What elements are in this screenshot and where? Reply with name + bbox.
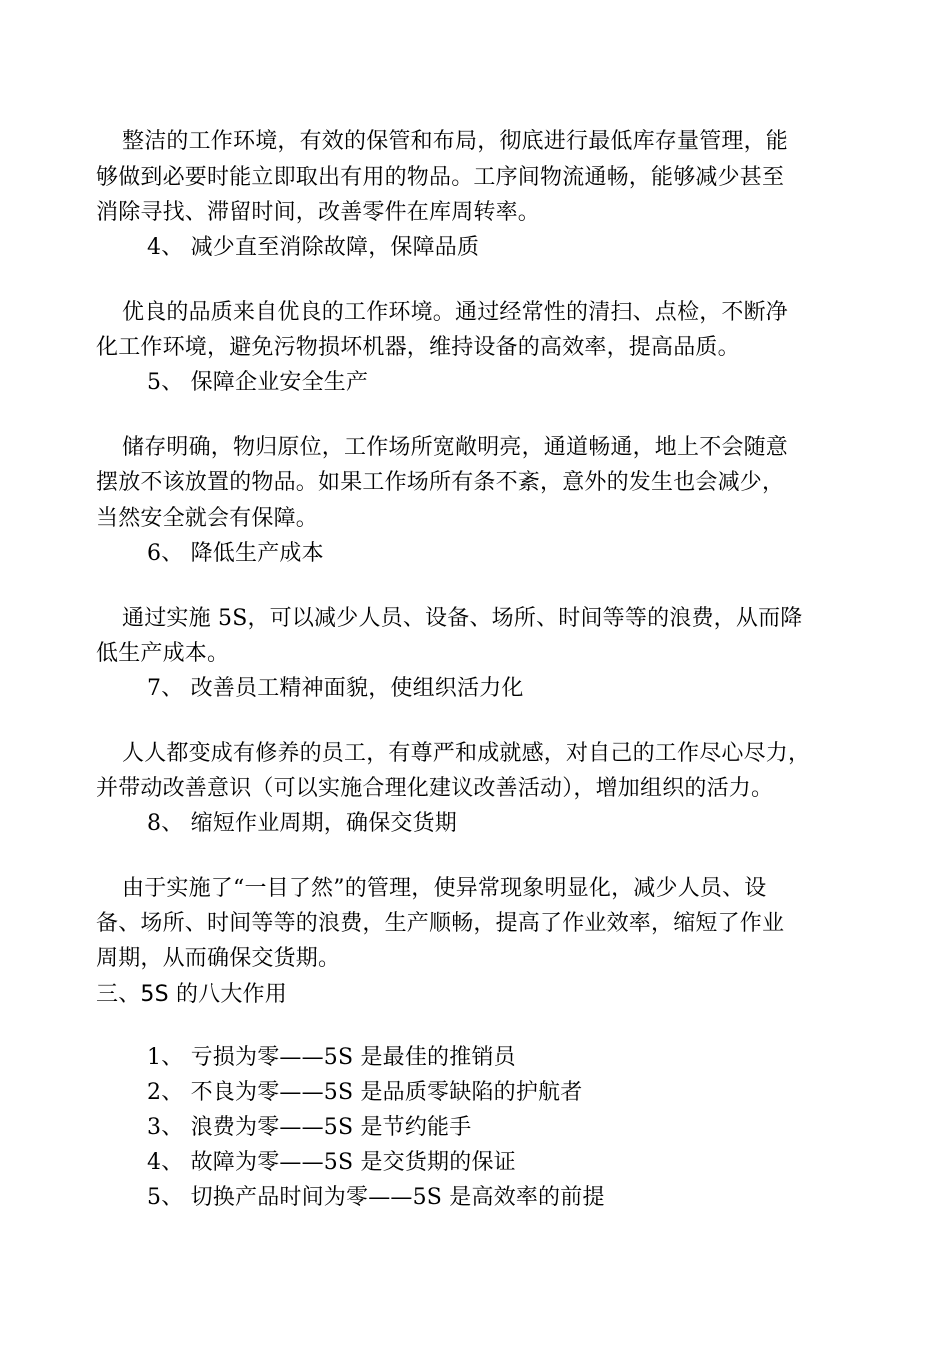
paragraph-line: 通过实施 5S，可以减少人员、设备、场所、时间等等的浪费，从而降 [122,606,803,631]
paragraph-line: 人人都变成有修养的员工，有尊严和成就感，对自己的工作尽心尽力， [122,741,811,766]
numbered-subheading: 5、 保障企业安全生产 [147,370,369,395]
paragraph-line: 优良的品质来自优良的工作环境。通过经常性的清扫、点检，不断净 [122,300,789,325]
paragraph-line: 消除寻找、滞留时间，改善零件在库周转率。 [96,200,541,225]
paragraph-line: 周期，从而确保交货期。 [96,946,341,971]
list-item: 1、 亏损为零——5S 是最佳的推销员 [147,1045,516,1070]
section-heading: 三、5S 的八大作用 [96,982,287,1007]
list-item: 5、 切换产品时间为零——5S 是高效率的前提 [147,1185,605,1210]
numbered-subheading: 7、 改善员工精神面貌，使组织活力化 [147,676,524,701]
paragraph-line: 当然安全就会有保障。 [96,506,319,531]
paragraph-line: 低生产成本。 [96,641,230,666]
numbered-subheading: 6、 降低生产成本 [147,541,324,566]
paragraph-line: 并带动改善意识（可以实施合理化建议改善活动），增加组织的活力。 [96,776,774,801]
paragraph-line: 储存明确，物归原位，工作场所宽敞明亮，通道畅通，地上不会随意 [122,435,789,460]
paragraph-line: 整洁的工作环境，有效的保管和布局，彻底进行最低库存量管理，能 [122,129,789,154]
numbered-subheading: 8、 缩短作业周期，确保交货期 [147,811,457,836]
paragraph-line: 化工作环境，避免污物损坏机器，维持设备的高效率，提高品质。 [96,335,740,360]
list-item: 3、 浪费为零——5S 是节约能手 [147,1115,472,1140]
list-item: 2、 不良为零——5S 是品质零缺陷的护航者 [147,1080,583,1105]
numbered-subheading: 4、 减少直至消除故障，保障品质 [147,235,480,260]
paragraph-line: 够做到必要时能立即取出有用的物品。工序间物流通畅，能够减少甚至 [96,165,785,190]
list-item: 4、 故障为零——5S 是交货期的保证 [147,1150,516,1175]
paragraph-line: 摆放不该放置的物品。如果工作场所有条不紊，意外的发生也会减少， [96,470,785,495]
paragraph-line: 由于实施了“一目了然”的管理，使异常现象明显化，减少人员、设 [122,876,767,901]
paragraph-line: 备、场所、时间等等的浪费，生产顺畅，提高了作业效率，缩短了作业 [96,911,785,936]
